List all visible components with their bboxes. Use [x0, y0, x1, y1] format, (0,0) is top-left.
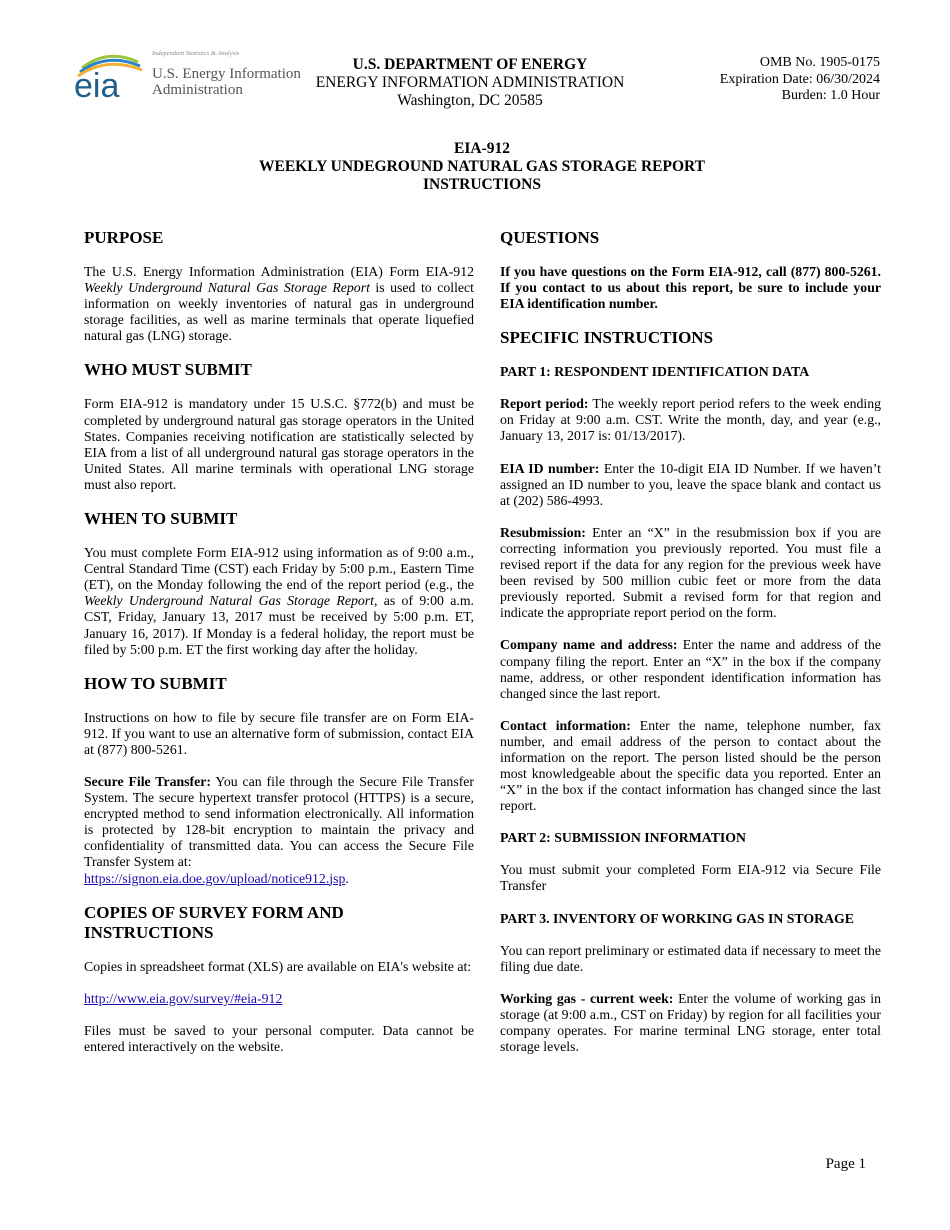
department-header: [310, 56, 630, 110]
copies-link-paragraph: [84, 991, 474, 1007]
resubmission-paragraph: Resubmission: Enter an “X” in the resubmission box if you are correcting information you previously reported. You must file a revised report if the data for any region for the previous week have been revised by 500 million cubic feet or more from the data previously reported. Submit a revised form for that region and indicate the appropriate report period on the form.: [500, 524, 881, 621]
secure-file-transfer-paragraph: Secure File Transfer: You can file through the Secure File Transfer System. The secure hypertext transfer protocol (HTTPS) is a secure, encrypted method to send information electronically. All information is protected by 128-bit encryption to maintain the privacy and confidentiality of transmitted data. You can access the Secure File Transfer System at: https://signon.eia.doe.gov/upload/notice912.jsp.: [84, 773, 475, 886]
part2-heading: PART 2: SUBMISSION INFORMATION: [500, 830, 746, 846]
secure-file-transfer-link[interactable]: https://signon.eia.doe.gov/upload/notice912.jsp: [84, 870, 346, 886]
left-column: [84, 228, 474, 1071]
questions-paragraph: If you have questions on the Form EIA-912, call (877) 800-5261. If you contact to us about this report, be sure to include your EIA identification number.: [500, 264, 881, 312]
contact-paragraph: Contact information: Enter the name, telephone number, fax number, and email address of the person to contact about the information on the report. The person listed should be the person most knowledgeable about the specific data you reported. Enter an “X” in the box if the contact information has changed since the last report.: [500, 717, 881, 814]
dept-line2: ENERGY INFORMATION ADMINISTRATION: [315, 74, 625, 91]
eia-logo: [72, 50, 312, 102]
questions-heading: QUESTIONS: [500, 228, 600, 247]
part1-heading: PART 1: RESPONDENT IDENTIFICATION DATA: [500, 364, 810, 380]
part2-paragraph: You must submit your completed Form EIA-912 via Secure File Transfer: [500, 862, 881, 894]
copies-paragraph: Copies in spreadsheet format (XLS) are available on EIA's website at:: [84, 958, 472, 974]
part3-paragraph: You can report preliminary or estimated data if necessary to meet the filing due date.: [500, 942, 881, 974]
omb-block: [720, 55, 880, 105]
document-title: [200, 140, 764, 194]
how-heading: HOW TO SUBMIT: [84, 673, 227, 693]
expiration-date: Expiration Date: 06/30/2024: [719, 71, 880, 87]
title-line3: INSTRUCTIONS: [422, 176, 541, 193]
who-paragraph: Form EIA-912 is mandatory under 15 U.S.C. §772(b) and must be completed by underground natural gas storage operators in the United States. Companies receiving notification are statistically selected by EIA from a list of all underground natural gas storage operators in the United States. All marine terminals with operational LNG storage must also report.: [84, 396, 474, 492]
when-paragraph: You must complete Form EIA-912 using information as of 9:00 a.m., Central Standard Time (CST) each Friday by 5:00 p.m., Eastern Time (ET), on the Monday following the end of the report period (e.g., the Weekly Underground Natural Gas Storage Report, as of 9:00 a.m. CST, Friday, January 13, 2017 must be received by 5:00 p.m. ET, January 16, 2017). If Monday is a federal holiday, the report must be filed by 5:00 p.m. ET the first working day after the holiday.: [84, 545, 475, 657]
eia-logo-mark: [72, 50, 152, 102]
when-heading: WHEN TO SUBMIT: [84, 509, 238, 529]
logo-name-line1: U.S. Energy Information: [152, 66, 301, 82]
title-line2: WEEKLY UNDEGROUND NATURAL GAS STORAGE REPORT: [258, 158, 706, 175]
logo-tagline: Independent Statistics & Analysis: [152, 50, 240, 57]
copies-heading: COPIES OF SURVEY FORM AND INSTRUCTIONS: [84, 902, 344, 942]
svg-text:eia: eia: [74, 67, 120, 102]
right-column: [500, 228, 881, 1071]
who-heading: WHO MUST SUBMIT: [84, 360, 252, 380]
company-paragraph: Company name and address: Enter the name and address of the company filing the report. Enter an “X” in the box if the company name, address, or other respondent identification information has changed since the last report.: [500, 637, 881, 701]
specific-instructions-heading: SPECIFIC INSTRUCTIONS: [500, 328, 714, 348]
purpose-paragraph: The U.S. Energy Information Administration (EIA) Form EIA-912 Weekly Underground Natural Gas Storage Report is used to collect information on weekly inventories of natural gas in underground storage facilities, as well as marine terminals that operate liquefied natural gas (LNG) storage.: [84, 264, 474, 344]
logo-name: [152, 66, 301, 98]
omb-number: OMB No. 1905-0175: [759, 55, 880, 70]
logo-name-line2: Administration: [152, 82, 243, 98]
burden: Burden: 1.0 Hour: [781, 88, 880, 103]
dept-line3: Washington, DC 20585: [397, 92, 543, 109]
how-paragraph: Instructions on how to file by secure file transfer are on Form EIA-912. If you want to use an alternative form of submission, contact EIA at (877) 800-5261.: [84, 709, 474, 757]
page-number: Page 1: [825, 1156, 866, 1172]
purpose-heading: PURPOSE: [84, 228, 164, 247]
dept-line1: U.S. DEPARTMENT OF ENERGY: [352, 56, 588, 73]
report-period-paragraph: Report period: The weekly report period refers to the week ending on Friday at 9:00 a.m. CST. Write the month, day, and year (e.g., January 13, 2017 is: 01/13/2017).: [500, 396, 882, 444]
title-line1: EIA-912: [454, 140, 510, 157]
part3-heading: PART 3. INVENTORY OF WORKING GAS IN STORAGE: [500, 910, 854, 926]
eia-id-paragraph: EIA ID number: Enter the 10-digit EIA ID Number. If we haven’t assigned an ID number to you, leave the space blank and contact us at (202) 586-4993.: [500, 460, 881, 508]
survey-form-link[interactable]: http://www.eia.gov/survey/#eia-912: [84, 990, 283, 1006]
files-paragraph: Files must be saved to your personal computer. Data cannot be entered interactively on the website.: [84, 1022, 474, 1054]
working-gas-paragraph: Working gas - current week: Enter the volume of working gas in storage (at 9:00 a.m., CST on Friday) by region for all facilities your company operates. For marine terminal LNG storage, enter total storage levels.: [500, 990, 881, 1054]
